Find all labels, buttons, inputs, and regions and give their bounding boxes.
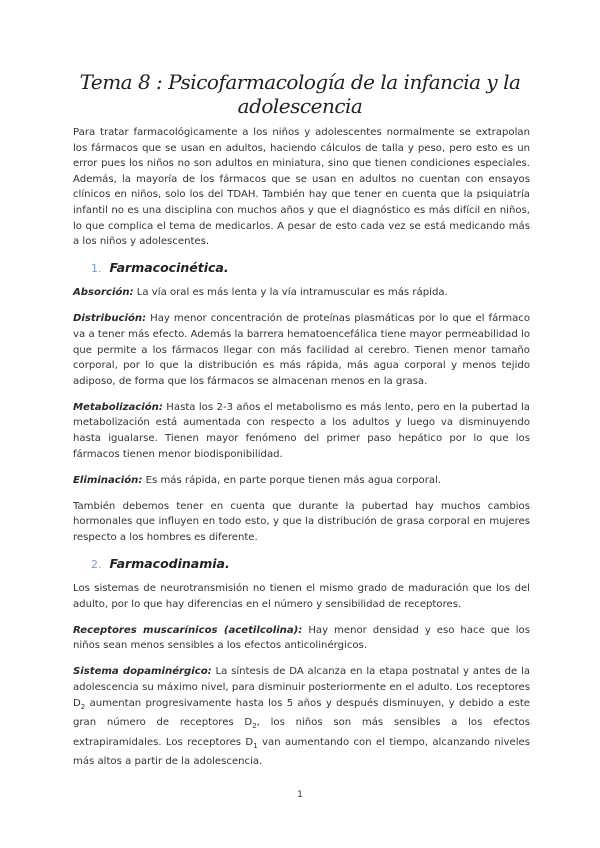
distribucion-paragraph (73, 311, 530, 389)
d2-subscript-b: 2 (252, 722, 257, 731)
section-2-heading (91, 556, 530, 571)
page-number: 1 (297, 790, 303, 800)
absorcion-paragraph (73, 285, 530, 301)
eliminacion-text: Es más rápida, en parte porque tienen más agua corporal. (142, 474, 442, 486)
dopaminergico-text-d: van aumentando con el tiempo, alcanzando niveles más altos a partir de la adolescencia. (73, 736, 530, 768)
distribucion-text: Hay menor concentración de proteínas plasmáticas por lo que el fármaco va a tener más efecto. Además la barrera hematoencefálica tiene mayor permeabilidad lo que permite a los fármacos llegar con más facilidad al cerebro. Tienen menor tamaño corporal, por lo que la distribución es más rápida, más agua corporal y menos tejido adiposo, de forma que los fármacos se almacenan menos en la grasa. (73, 313, 530, 387)
metabolizacion-label: Metabolización: (73, 401, 163, 413)
metabolizacion-text: Hasta los 2-3 años el metabolismo es más lento, pero en la pubertad la metabolización está aumentada con respecto a los adultos y luego va disminuyendo hasta igualarse. Tienen mayor fenómeno del primer paso hepático por lo que los fármacos tienen menor biodisponibilidad. (73, 401, 530, 460)
dopaminergico-text-b: aumentan progresivamente hasta los 5 años y después disminuyen, y debido a este gran número de receptores D (73, 697, 530, 729)
farmacodinamia-intro: Los sistemas de neurotransmisión no tienen el mismo grado de maduración que los del adulto, por lo que hay diferencias en el número y sensibilidad de receptores. (73, 583, 530, 610)
dopaminergico-text-a: La síntesis de DA alcanza en la etapa postnatal y antes de la adolescencia su máximo nivel, para disminuir posteriormente en el adulto. Los receptores D (73, 666, 531, 709)
eliminacion-paragraph (73, 473, 530, 489)
muscarinicos-paragraph (73, 623, 530, 654)
eliminacion-label: Eliminación: (73, 474, 143, 486)
d2-subscript-a: 2 (80, 702, 86, 711)
dopaminergico-label: Sistema dopaminérgico: (73, 666, 212, 678)
document-body (73, 125, 530, 781)
muscarinicos-label: Receptores muscarínicos (acetilcolina): (73, 624, 303, 636)
section-2-number: 2. (91, 558, 102, 572)
intro-paragraph: Para tratar farmacológicamente a los niños y adolescentes normalmente se extrapolan los fármacos que se usan en adultos, haciendo cálculos de talla y peso, pero esto es un error pues los niños no son adultos en miniatura, sino que tienen condiciones especiales. Además, la mayoría de los fármacos que se usan en adultos no cuentan con ensayos clínicos en niños, solo los del TDAH. También hay que tener en cuenta que la psiquiatría infantil no es una disciplina con muchos años y que el diagnóstico es más difícil en niños, lo que complica el tema de medicarlos. A pesar de esto cada vez se está medicando más a los niños y adolescentes. (73, 127, 530, 248)
section-2-title: Farmacodinamia. (109, 556, 230, 572)
absorcion-label: Absorción: (73, 287, 134, 299)
dopaminergico-paragraph (73, 664, 530, 770)
absorcion-text: La vía oral es más lenta y la vía intramuscular es más rápida. (133, 287, 448, 299)
metabolizacion-paragraph (73, 400, 530, 462)
dopaminergico-text-c: , los niños son más sensibles a los efectos extrapiramidales. Los receptores D (73, 717, 530, 748)
page-title: Tema 8 : Psicofarmacología de la infancia y la adolescencia (79, 70, 521, 118)
pubertad-paragraph: También debemos tener en cuenta que durante la pubertad hay muchos cambios hormonales que influyen en todo esto, y que la distribución de grasa corporal en mujeres respecto a los hombres es diferente. (73, 500, 530, 543)
distribucion-label: Distribución: (73, 313, 147, 325)
d1-subscript: 1 (253, 741, 258, 750)
section-1-number: 1. (91, 262, 102, 276)
section-1-title: Farmacocinética. (109, 260, 229, 276)
section-1-heading (91, 260, 530, 275)
muscarinicos-text: Hay menor densidad y eso hace que los niños sean menos sensibles a los efectos anticolinérgicos. (73, 624, 530, 652)
